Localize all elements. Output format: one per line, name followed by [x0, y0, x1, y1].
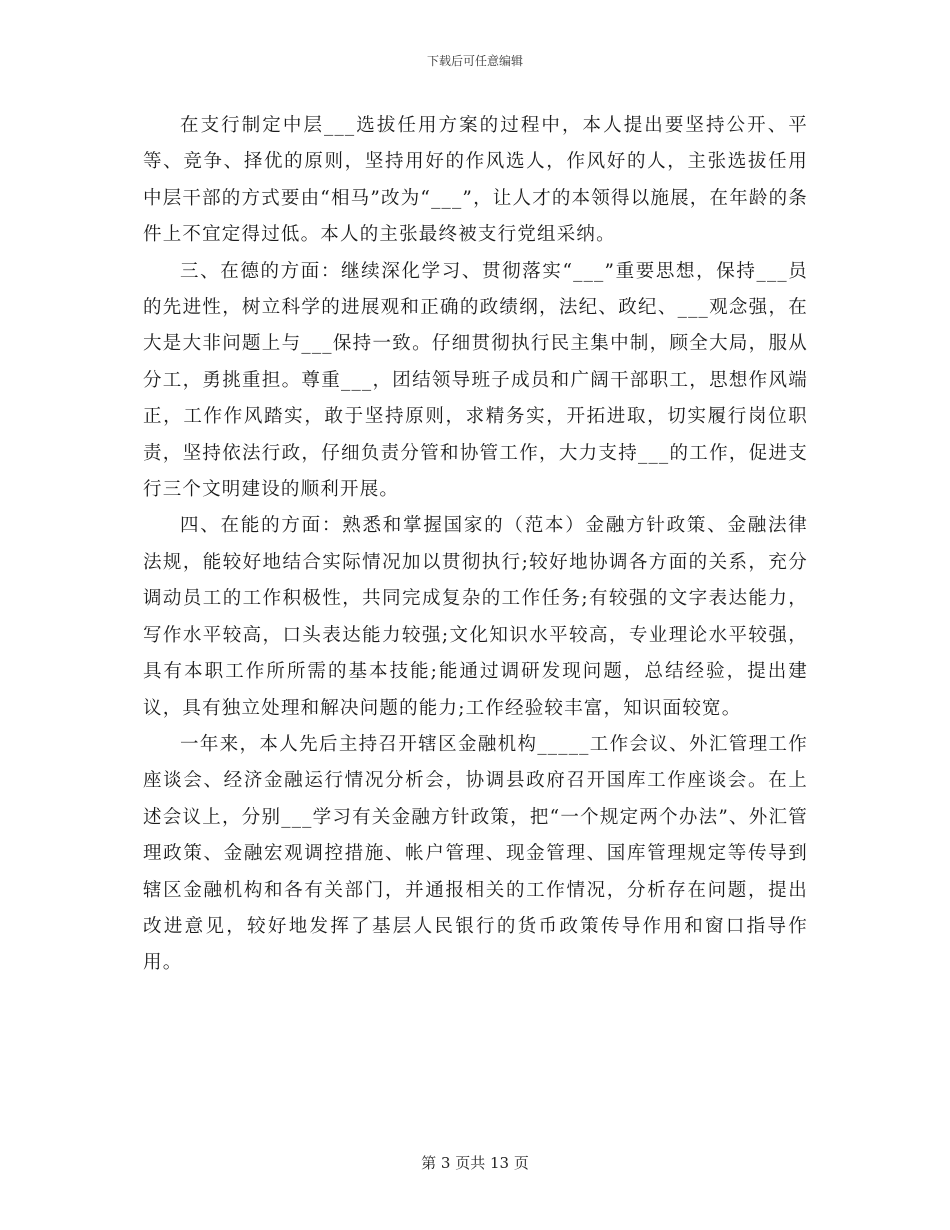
paragraph-annual-meetings: 一年来，本人先后主持召开辖区金融机构_____工作会议、外汇管理工作座谈会、经济金融运行情况分析会，协调县政府召开国库工作座谈会。在上述会议上，分别___学习有关金融方针政策，把“一个规定两个办法”、外汇管理政策、金融宏观调控措施、帐户管理、现金管理、国库管理规定等传导到辖区金融机构和各有关部门，并通报相关的工作情况，分析存在问题，提出改进意见，较好地发挥了基层人民银行的货币政策传导作用和窗口指导作用。	[143, 733, 808, 974]
page-number: 第 3 页共 13 页	[421, 1154, 529, 1172]
page-header-note: 下载后可任意编辑	[426, 54, 523, 68]
document-body	[143, 108, 808, 982]
paragraph-ability-aspect: 四、在能的方面：熟悉和掌握国家的（范本）金融方针政策、金融法律法规，能较好地结合实际情况加以贯彻执行;较好地协调各方面的关系，充分调动员工的工作积极性，共同完成复杂的工作任务;有较强的文字表达能力，写作水平较高，口头表达能力较强;文化知识水平较高，专业理论水平较强，具有本职工作所所需的基本技能;能通过调研发现问题，总结经验，提出建议，具有独立处理和解决问题的能力;工作经验较丰富，知识面较宽。	[143, 515, 808, 719]
paragraph-cadre-selection: 在支行制定中层___选拔任用方案的过程中，本人提出要坚持公开、平等、竞争、择优的原则，坚持用好的作风选人，作风好的人，主张选拔任用中层干部的方式要由“相马”改为“___”，让人才的本领得以施展，在年龄的条件上不宜定得过低。本人的主张最终被支行党组采纳。	[143, 115, 808, 246]
paragraph-moral-aspect: 三、在德的方面：继续深化学习、贯彻落实“___”重要思想，保持___员的先进性，树立科学的进展观和正确的政绩纲，法纪、政纪、___观念强，在大是大非问题上与___保持一致。仔细贯彻执行民主集中制，顾全大局，服从分工，勇挑重担。尊重___，团结领导班子成员和广阔干部职工，思想作风端正，工作作风踏实，敢于坚持原则，求精务实，开拓进取，切实履行岗位职责，坚持依法行政，仔细负责分管和协管工作，大力支持___的工作，促进支行三个文明建设的顺利开展。	[143, 260, 808, 501]
